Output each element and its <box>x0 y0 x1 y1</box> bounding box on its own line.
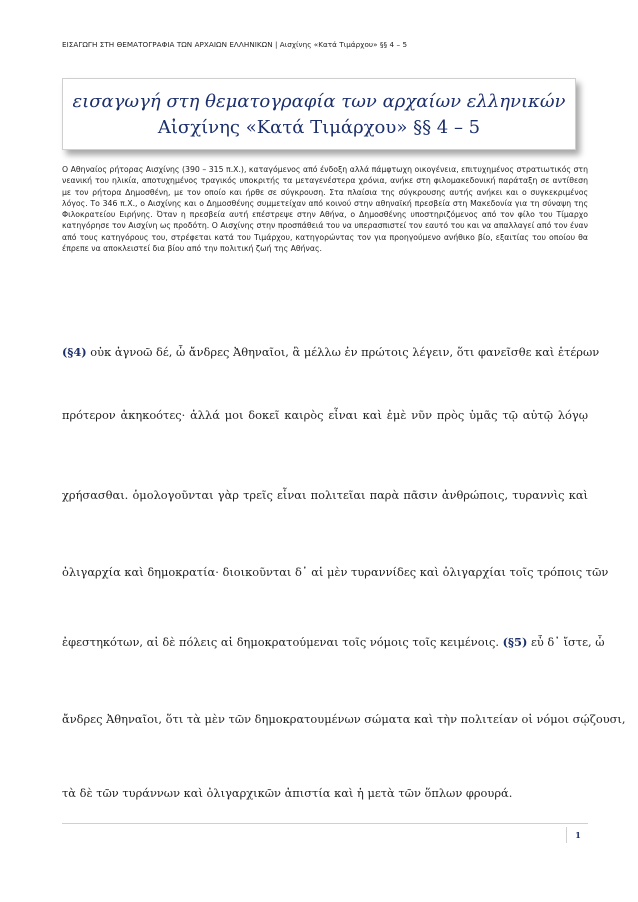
document-title: εισαγωγή στη θεματογραφία των αρχαίων ελληνικών <box>72 91 566 112</box>
intro-paragraph: Ο Αθηναίος ρήτορας Αισχίνης (390 – 315 π.Χ.), καταγόμενος από ένδοξη αλλά πάμφτωχη οικογένεια, επιτυχημένος στρατιωτικός στη νεανική του ηλικία, αποτυχημένος τραγικός υποκριτής τα μεταγενέστερα χρόνια, ανήκε στη φιλομακεδονική παράταξη σε αντίθεση με τον ρήτορα Δημοσθένη, με τον οποίο και ήρθε σε σύγκρουση. Στα πλαίσια της σύγκρουσης αυτής ανήκει και ο συγκεκριμένος λόγος. Το 346 π.Χ., ο Αισχίνης και ο Δημοσθένης συμμετείχαν από κοινού στην αθηναϊκή πρεσβεία στη Μακεδονία για τη σύναψη της Φιλοκρατείου Ειρήνης. Όταν η πρεσβεία αυτή επέστρεψε στην Αθήνα, ο Δημοσθένης υποστηριζόμενος από τον φίλο του Τίμαρχο κατηγόρησε τον Αισχίνη ως προδότη. Ο Αισχίνης στην προσπάθειά του να υπερασπιστεί τον εαυτό του και να απαλλαγεί από τον έναν από τους κατηγόρους του, στρέφεται κατά του Τιμάρχου, κατηγορώντας τον για προηγούμενο ανήθικο βίο, εξαιτίας του οποίου θα έπρεπε να αποκλειστεί δια βίου από την πολιτική ζωή της Αθήνας. <box>62 165 588 254</box>
title-box <box>62 78 576 150</box>
greek-text-line-6: ἄνδρες Ἀθηναῖοι, ὅτι τὰ μὲν τῶν δημοκρατουμένων σώματα καὶ τὴν πολιτείαν οἱ νόμοι σῴζουσι, <box>62 712 626 726</box>
greek-text-line-5 <box>62 635 605 649</box>
greek-text-line-4: ὀλιγαρχία καὶ δημοκρατία· διοικοῦνται δ᾽ αἱ μὲν τυραννίδες καὶ ὀλιγαρχίαι τοῖς τρόποις τῶν <box>62 565 609 579</box>
greek-text: ἐφεστηκότων, αἱ δὲ πόλεις αἱ δημοκρατούμεναι τοῖς νόμοις τοῖς κειμένοις. <box>62 635 500 649</box>
greek-text-line-7: τὰ δὲ τῶν τυράννων καὶ ὀλιγαρχικῶν ἀπιστία καὶ ἡ μετὰ τῶν ὅπλων φρουρά. <box>62 786 513 800</box>
greek-text-line-1 <box>62 345 600 359</box>
greek-text-line-3: χρήσασθαι. ὁμολογοῦνται γὰρ τρεῖς εἶναι πολιτεῖαι παρὰ πᾶσιν ἀνθρώποις, τυραννὶς καὶ <box>62 488 588 502</box>
document-subtitle: Αἰσχίνης «Κατά Τιμάρχου» §§ 4 – 5 <box>157 117 481 138</box>
page-number: 1 <box>566 827 589 843</box>
section-4-label: (§4) <box>62 345 87 359</box>
section-5-label: (§5) <box>502 635 528 649</box>
greek-text: εὖ δ᾽ ἴστε, ὦ <box>530 635 605 649</box>
footer-divider <box>62 823 588 824</box>
greek-text-line-2: πρότερον ἀκηκοότες· ἀλλά μοι δοκεῖ καιρὸς εἶναι καὶ ἐμὲ νῦν πρὸς ὑμᾶς τῷ αὐτῷ λόγῳ <box>62 408 588 422</box>
greek-text: οὐκ ἀγνοῶ δέ, ὦ ἄνδρες Ἀθηναῖοι, ἃ μέλλω ἐν πρώτοις λέγειν, ὅτι φανεῖσθε καὶ ἑτέρων <box>90 345 600 359</box>
running-header: ΕΙΣΑΓΩΓΗ ΣΤΗ ΘΕΜΑΤΟΓΡΑΦΙΑ ΤΩΝ ΑΡΧΑΙΩΝ ΕΛΛΗΝΙΚΩΝ | Αισχίνης «Κατά Τιμάρχου» §§ 4 – 5 <box>62 40 408 49</box>
